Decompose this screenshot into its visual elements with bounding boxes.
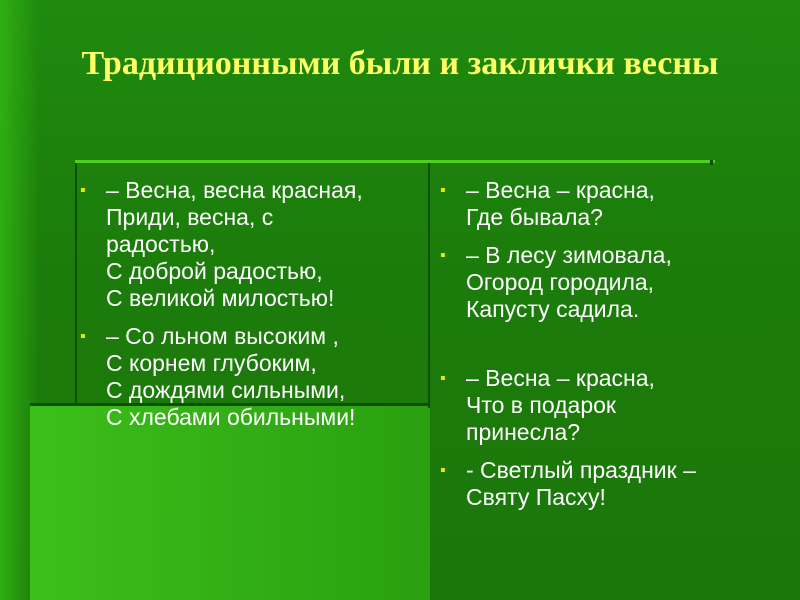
square-bullet-icon: ▪ (440, 370, 446, 387)
square-bullet-icon: ▪ (80, 328, 86, 345)
square-bullet-icon: ▪ (80, 182, 86, 199)
verse-text: – Весна, весна красная, Приди, весна, с радостью, С доброй радостью, С великой милостью! (106, 177, 363, 311)
square-bullet-icon: ▪ (440, 182, 446, 199)
right-column (438, 177, 778, 522)
decorative-line (75, 160, 715, 163)
decorative-line (710, 160, 713, 165)
left-column (78, 177, 423, 442)
list-item (78, 323, 423, 431)
list-item (438, 242, 778, 323)
list-spacer (438, 334, 778, 354)
decorative-line (75, 163, 77, 403)
square-bullet-icon: ▪ (440, 462, 446, 479)
list-item (438, 457, 778, 511)
list-item (438, 177, 778, 231)
verse-text: – Со льном высоким , С корнем глубоким, С дождями сильными, С хлебами обильными! (106, 323, 356, 430)
decorative-line (428, 163, 430, 408)
square-bullet-icon: ▪ (440, 247, 446, 264)
list-item (438, 365, 778, 446)
verse-text: - Светлый праздник – Святу Пасху! (466, 457, 696, 510)
verse-text: – Весна – красна, Где бывала? (466, 177, 655, 230)
verse-text: – Весна – красна, Что в подарок принесла? (466, 365, 655, 445)
verse-text: – В лесу зимовала, Огород городила, Капусту садила. (466, 242, 672, 322)
list-item (78, 177, 423, 312)
slide-title: Традиционными были и заклички весны (81, 45, 719, 82)
